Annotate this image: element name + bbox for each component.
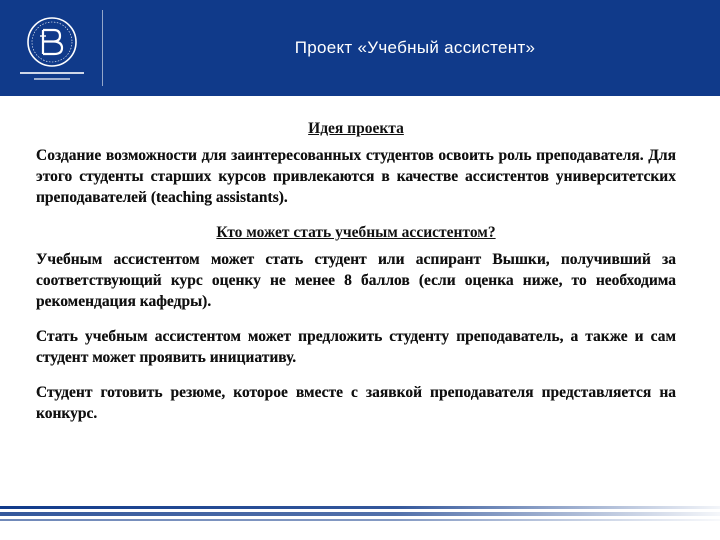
who-paragraph-1: Учебным ассистентом может стать студент или аспирант Вышки, получивший за соответствующий курс оценку не менее 8 баллов (если оценка ниже, то необходима рекомендация кафедры).: [36, 251, 676, 310]
header-bar: [0, 0, 720, 96]
idea-paragraph: Создание возможности для заинтересованных студентов освоить роль преподавателя. Для этого студенты старших курсов привлекаются в качестве ассистентов университетских преподавателей (teaching assistants).: [36, 147, 676, 206]
who-heading: Кто может стать учебным ассистентом?: [216, 224, 496, 241]
who-paragraph-2: Стать учебным ассистентом может предложить студенту преподаватель, а также и сам студент может проявить инициативу.: [36, 328, 676, 366]
who-paragraph-3: Студент готовить резюме, которое вместе с заявкой преподавателя представляется на конкурс.: [36, 384, 676, 422]
header-divider: [102, 10, 103, 86]
footer-stripes: [0, 504, 720, 524]
page-title: Проект «Учебный ассистент»: [294, 38, 536, 57]
idea-heading: Идея проекта: [308, 120, 404, 137]
main-content: [36, 118, 676, 424]
hse-logo-icon: [10, 10, 94, 88]
